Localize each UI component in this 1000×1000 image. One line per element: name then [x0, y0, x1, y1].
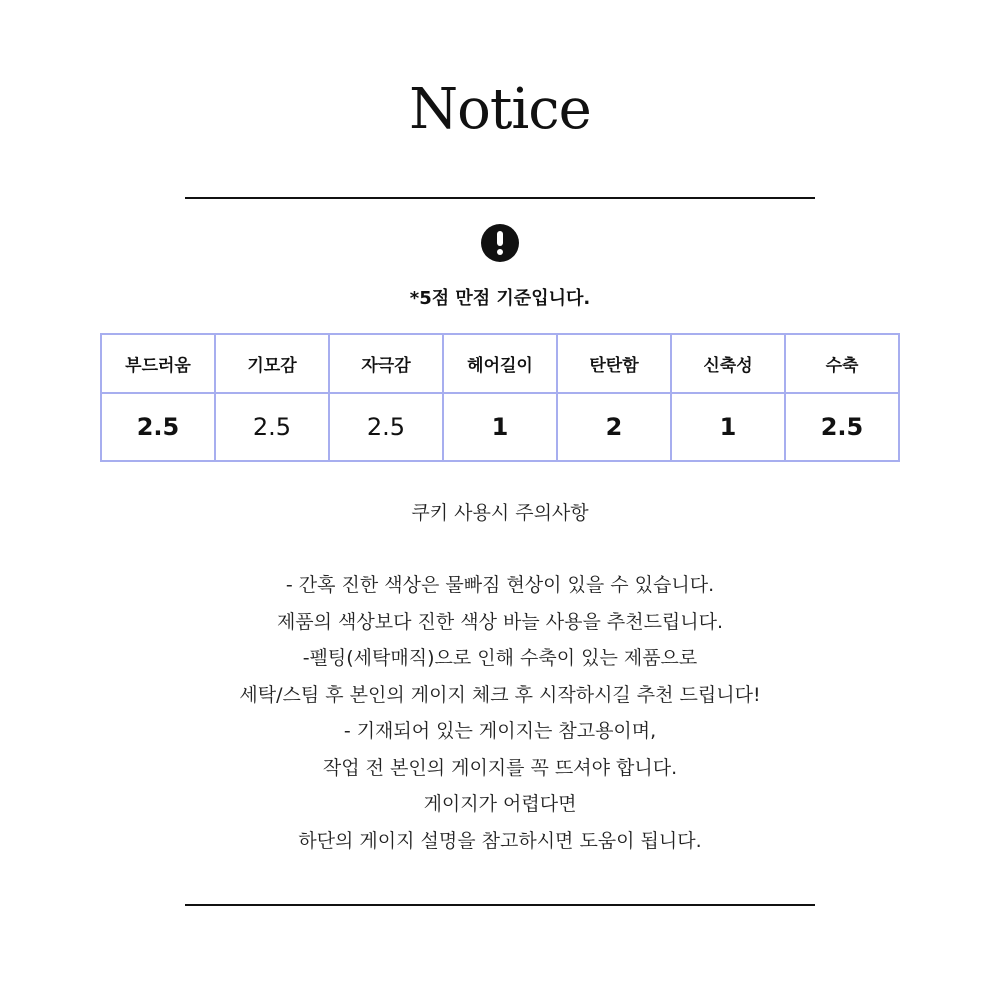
caution-title: 쿠키 사용시 주의사항: [411, 502, 589, 524]
caution-lines: [0, 570, 1000, 862]
caution-line: - 간혹 진한 색상은 물빠짐 현상이 있을 수 있습니다.: [285, 574, 715, 596]
exclamation-circle-icon: [481, 224, 519, 262]
bottom-divider: [185, 904, 815, 906]
gauge-value-firmness: 2: [557, 393, 671, 461]
gauge-header-irritation: 자극감: [329, 334, 443, 393]
top-divider: [185, 197, 815, 199]
scale-note: *5점 만점 기준입니다.: [409, 288, 591, 309]
gauge-value-hair-length: 1: [443, 393, 557, 461]
gauge-value-irritation: 2.5: [329, 393, 443, 461]
gauge-header-shrinkage: 수축: [785, 334, 899, 393]
caution-line: 세탁/스팀 후 본인의 게이지 체크 후 시작하시길 추천 드립니다!: [239, 683, 761, 706]
caution-line: 하단의 게이지 설명을 참고하시면 도움이 됩니다.: [298, 829, 702, 852]
caution-line: - 기재되어 있는 게이지는 참고용이며,: [343, 720, 657, 742]
gauge-value-row: [101, 393, 899, 461]
gauge-table: [100, 333, 900, 462]
gauge-header-softness: 부드러움: [101, 334, 215, 393]
caution-line: 작업 전 본인의 게이지를 꼭 뜨셔야 합니다.: [322, 756, 678, 779]
caution-line: 게이지가 어렵다면: [423, 793, 577, 815]
caution-line: 제품의 색상보다 진한 색상 바늘 사용을 추천드립니다.: [276, 610, 724, 633]
gauge-value-softness: 2.5: [101, 393, 215, 461]
gauge-header-elasticity: 신축성: [671, 334, 785, 393]
gauge-header-brushed: 기모감: [215, 334, 329, 393]
gauge-header-row: [101, 334, 899, 393]
gauge-header-firmness: 탄탄함: [557, 334, 671, 393]
gauge-value-elasticity: 1: [671, 393, 785, 461]
gauge-value-shrinkage: 2.5: [785, 393, 899, 461]
gauge-value-brushed: 2.5: [215, 393, 329, 461]
gauge-header-hair-length: 헤어길이: [443, 334, 557, 393]
page-title: Notice: [409, 77, 591, 142]
caution-line: -펠팅(세탁매직)으로 인해 수축이 있는 제품으로: [302, 647, 698, 669]
